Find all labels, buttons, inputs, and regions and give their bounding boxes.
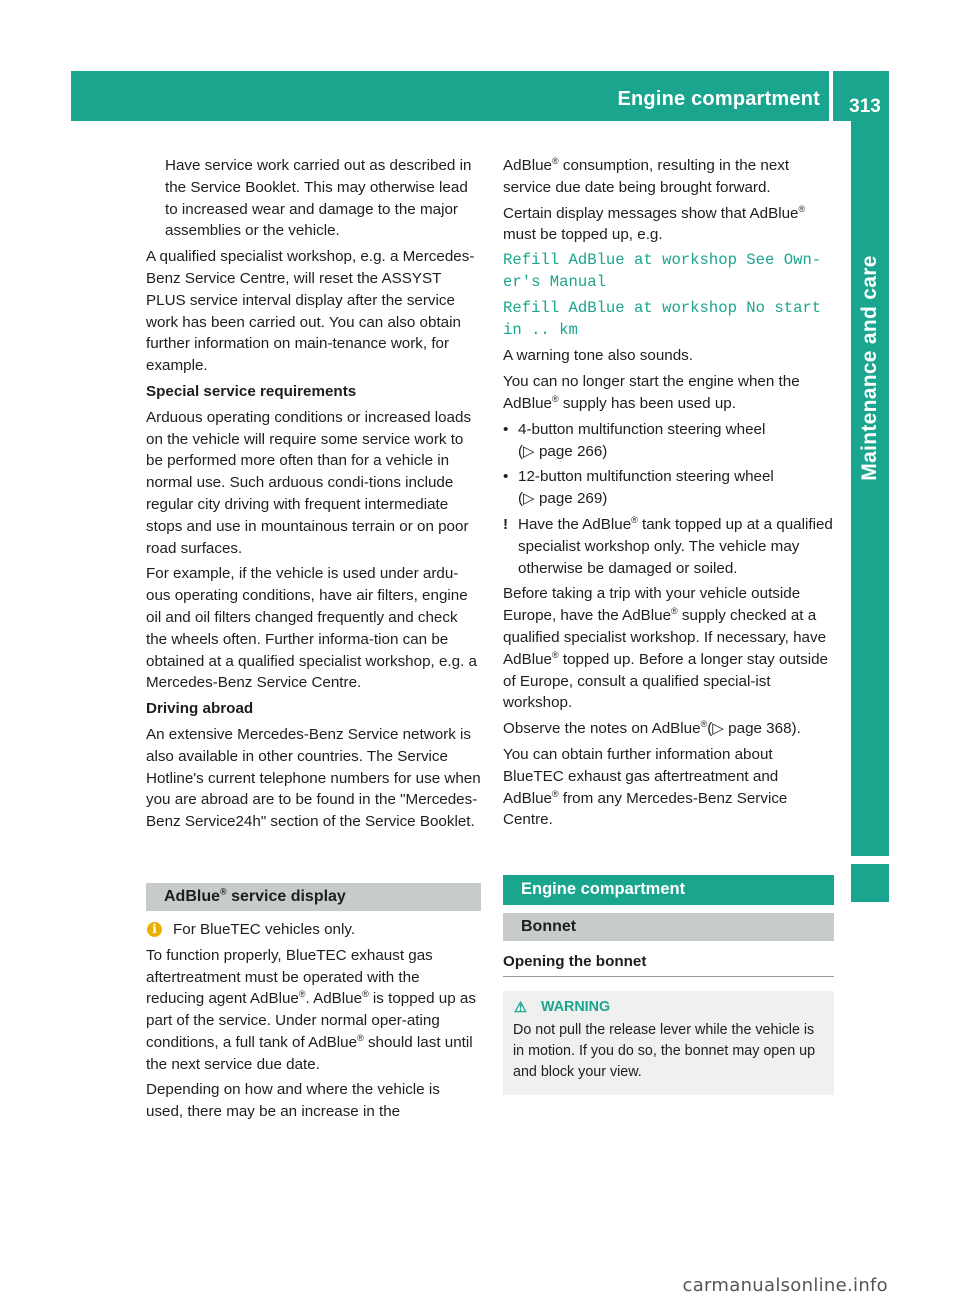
heading-opening-bonnet: Opening the bonnet bbox=[503, 951, 834, 977]
paragraph: Before taking a trip with your vehicle outside Europe, have the AdBlue® supply checked at a qualified specialist workshop. If necessary, have AdBlue® topped up. Before a longer stay outside of Europe, consult a qualified special-ist workshop. bbox=[503, 585, 828, 712]
info-icon: i bbox=[147, 922, 162, 937]
list-item: • 4-button multifunction steering wheel (▷ page 266) bbox=[503, 420, 766, 460]
warning-icon: ⚠ bbox=[514, 999, 527, 1016]
paragraph: For example, if the vehicle is used under ardu-ous operating conditions, have air filters, engine oil and oil filters changed frequently and check the wheels often. Further informa-tion can be obtained at a qualified specialist workshop, e.g. a Mercedes-Benz Service Centre. bbox=[146, 565, 477, 692]
paragraph: A qualified specialist workshop, e.g. a Mercedes-Benz Service Centre, will reset the ASSYST PLUS service interval display after the service work has been carried out. You can also obtain further information on main-tenance work, for example. bbox=[146, 248, 475, 375]
page-reference-link[interactable]: (▷ page 269) bbox=[518, 490, 608, 508]
section-adblue-service-display bbox=[146, 883, 481, 911]
left-column bbox=[146, 155, 481, 1127]
paragraph: A warning tone also sounds. bbox=[503, 347, 693, 365]
page-reference-link[interactable]: (▷ page 368). bbox=[707, 720, 801, 738]
warning-text: Do not pull the release lever while the vehicle is in motion. If you do so, the bonnet may open up and block your view. bbox=[513, 1021, 816, 1080]
display-message: Refill AdBlue at workshop No start in .. km bbox=[503, 298, 822, 339]
exclamation-icon: ! bbox=[503, 515, 509, 533]
side-tab-label: Maintenance and care bbox=[858, 255, 881, 481]
section-title: AdBlue® service display bbox=[164, 886, 346, 905]
header-title: Engine compartment bbox=[617, 88, 820, 110]
info-note: i For BlueTEC vehicles only. bbox=[146, 919, 481, 941]
page-reference-link[interactable]: (▷ page 266) bbox=[518, 442, 608, 460]
side-tab bbox=[851, 121, 889, 856]
paragraph: Have service work carried out as described in the Service Booklet. This may otherwise lead to increased wear and damage to the major assemblies or the vehicle. bbox=[165, 157, 472, 240]
bullet-icon: • bbox=[503, 468, 509, 486]
right-column bbox=[503, 155, 834, 1095]
display-message: Refill AdBlue at workshop See Own‐ er's Manual bbox=[503, 251, 822, 291]
paragraph: Depending on how and where the vehicle is used, there may be an increase in the bbox=[146, 1081, 440, 1121]
paragraph: Observe the notes on AdBlue®(▷ page 368). bbox=[503, 719, 801, 738]
section-title: Engine compartment bbox=[521, 880, 686, 899]
section-engine-compartment bbox=[503, 875, 834, 905]
warning-box bbox=[503, 991, 834, 1095]
heading-driving-abroad: Driving abroad bbox=[146, 700, 254, 718]
header-separator bbox=[829, 71, 833, 121]
list-item: • 12-button multifunction steering wheel (▷ page 269) bbox=[503, 468, 774, 508]
paragraph: You can obtain further information about BlueTEC exhaust gas aftertreatment and AdBlue® from any Mercedes-Benz Service Centre. bbox=[503, 745, 788, 829]
caution-note: ! Have the AdBlue® tank topped up at a qualified specialist workshop only. The vehicle may otherwise be damaged or soiled. bbox=[503, 514, 833, 577]
warning-title: ⚠ WARNING bbox=[513, 997, 826, 1018]
bullet-icon: • bbox=[503, 420, 509, 438]
paragraph: Arduous operating conditions or increased loads on the vehicle will require some service work to be performed more often than for a vehicle in normal use. Such arduous condi-tions include regular city driving with frequent intermediate stops and use in mountainous terrain or on poor road surfaces. bbox=[146, 408, 472, 557]
page-number: 313 bbox=[849, 96, 881, 117]
paragraph: An extensive Mercedes-Benz Service network is also available in other countries. The Service Hotline's current telephone numbers for use when you are abroad are to be found in the "Mercedes-Benz Service24h" section of the Service Booklet. bbox=[146, 725, 481, 831]
watermark: carmanualsonline.info bbox=[682, 1275, 888, 1296]
side-marker bbox=[851, 864, 889, 902]
subsection-bonnet bbox=[503, 913, 834, 941]
heading-special-service: Special service requirements bbox=[146, 382, 357, 400]
paragraph: To function properly, BlueTEC exhaust gas aftertreatment must be operated with the reducing agent AdBlue®. AdBlue® is topped up as part of the service. Under normal oper-ating conditions, a full tank of AdBlue® should last until the next service due date. bbox=[146, 946, 476, 1073]
paragraph: AdBlue® consumption, resulting in the next service due date being brought forward. bbox=[503, 155, 790, 196]
paragraph: Certain display messages show that AdBlue® must be topped up, e.g. bbox=[503, 203, 806, 244]
subsection-title: Bonnet bbox=[521, 918, 577, 936]
paragraph: You can no longer start the engine when the AdBlue® supply has been used up. bbox=[503, 373, 800, 412]
